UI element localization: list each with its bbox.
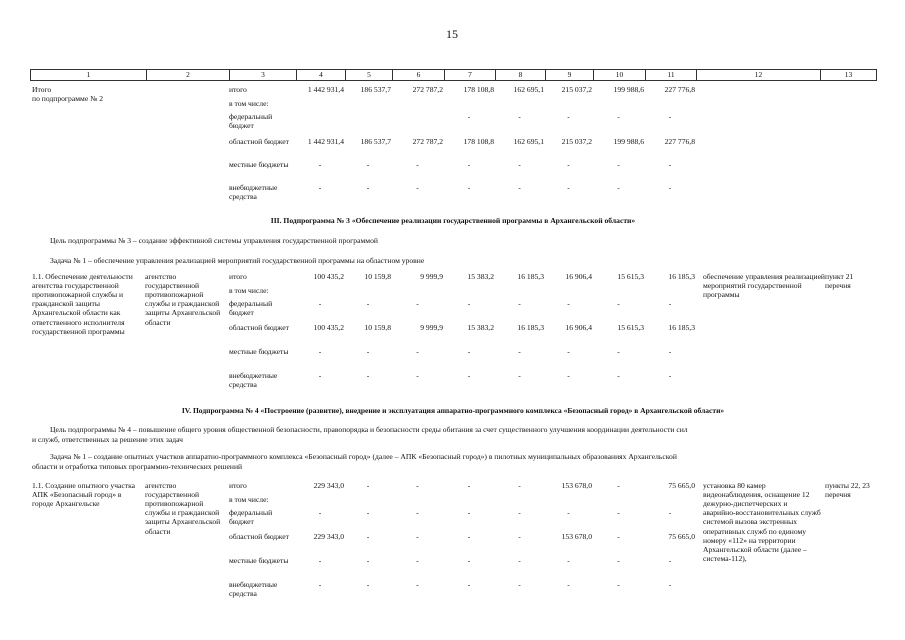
value-total-col9: 153 678,0: [561, 481, 592, 490]
value-extra-col5: -: [366, 580, 370, 589]
column-number-2: 2: [147, 70, 230, 81]
value-local-col4: -: [318, 347, 322, 356]
section-4-task-line-2: области и отработка типовых программно-технических решений: [32, 462, 243, 471]
value-local-col10: -: [617, 556, 620, 565]
value-total-col4: 1 442 931,4: [307, 85, 344, 94]
value-extra-col8: -: [518, 183, 521, 192]
value-federal-col11: -: [668, 508, 672, 517]
value-total-col4: 100 435,2: [313, 272, 344, 281]
value-total-col10: 199 988,6: [613, 85, 644, 94]
value-extra-col5: -: [366, 183, 370, 192]
value-oblast-col8: 16 185,3: [517, 323, 544, 332]
value-extra-col5: -: [366, 371, 370, 380]
value-oblast-col11: 16 185,3: [668, 323, 695, 332]
column-number-3: 3: [230, 70, 297, 81]
value-extra-col4: -: [318, 371, 322, 380]
value-oblast-col6: -: [416, 532, 419, 541]
section-3-goal: Цель подпрограммы № 3 – создание эффективной системы управления государственной программой: [50, 236, 378, 245]
value-federal-col11: -: [668, 299, 672, 308]
section-4-result: установка 80 камер видеонаблюдения, оснащение 12 дежурно-диспетчерских и аварийно-восстановительных служб системой вызова экстренных оперативных служб по единому номеру «112» на территории Архангельской области (далее – система-112),: [703, 481, 821, 563]
value-total-col9: 16 906,4: [565, 272, 592, 281]
value-oblast-col8: 162 695,1: [513, 137, 544, 146]
value-extra-col10: -: [617, 371, 620, 380]
section-3-reference: пункт 21 перечня: [825, 272, 854, 291]
value-local-col8: -: [518, 347, 521, 356]
section-4-goal-line-2: и служб, ответственных за решение этих задач: [32, 435, 183, 444]
value-extra-col8: -: [518, 580, 521, 589]
subprogram-2-total-label: [32, 85, 152, 103]
value-federal-col11: -: [668, 112, 672, 121]
value-extra-col9: -: [567, 183, 570, 192]
source-extrabudgetary-label: внебюджетные средства: [229, 183, 278, 202]
value-federal-col10: -: [617, 112, 620, 121]
value-total-col5: -: [366, 481, 370, 490]
value-federal-col4: -: [318, 508, 322, 517]
value-oblast-col6: 9 999,9: [420, 323, 443, 332]
value-local-col8: -: [518, 160, 521, 169]
value-federal-col7: -: [467, 299, 471, 308]
value-federal-col5: -: [366, 299, 370, 308]
value-total-col8: 16 185,3: [517, 272, 544, 281]
value-extra-col11: -: [668, 183, 672, 192]
value-federal-col9: -: [567, 508, 570, 517]
source-total-label: итого: [229, 272, 247, 281]
value-oblast-col8: -: [518, 532, 521, 541]
value-extra-col4: -: [318, 183, 322, 192]
value-total-col6: 9 999,9: [420, 272, 443, 281]
column-number-13: 13: [821, 70, 877, 81]
value-oblast-col9: 16 906,4: [565, 323, 592, 332]
value-federal-col8: -: [518, 508, 521, 517]
value-local-col6: -: [416, 347, 419, 356]
value-local-col6: -: [416, 160, 419, 169]
value-total-col8: 162 695,1: [513, 85, 544, 94]
value-extra-col11: -: [668, 580, 672, 589]
value-extra-col9: -: [567, 371, 570, 380]
value-total-col11: 16 185,3: [668, 272, 695, 281]
section-3-activity: 1.1. Обеспечение деятельности агентства государственной противопожарной службы и гражданской защиты Архангельской области как ответственного исполнителя государственной программы: [32, 272, 133, 336]
value-local-col7: -: [467, 347, 471, 356]
value-local-col8: -: [518, 556, 521, 565]
value-extra-col10: -: [617, 580, 620, 589]
value-total-col6: 272 787,2: [412, 85, 443, 94]
section-4-goal-line-1: Цель подпрограммы № 4 – повышение общего уровня общественной безопасности, правопорядка и безопасности среды обитания за счет существенного улучшения координации деятельности сил: [50, 425, 688, 434]
column-number-8: 8: [496, 70, 546, 81]
source-federal-label: федеральный бюджет: [229, 112, 273, 131]
value-oblast-col10: 15 615,3: [617, 323, 644, 332]
section-4-task-line-1: Задача № 1 – создание опытных участков аппаратно-программного комплекса «Безопасный город» (далее – АПК «Безопасный город») в пилотных муниципальных образованиях Архангельской: [50, 452, 677, 461]
section-4-reference: пункты 22, 23 перечня: [825, 481, 870, 500]
value-local-col4: -: [318, 556, 322, 565]
value-local-col7: -: [467, 160, 471, 169]
value-local-col11: -: [668, 556, 672, 565]
value-extra-col6: -: [416, 183, 419, 192]
value-local-col9: -: [567, 160, 570, 169]
value-federal-col10: -: [617, 299, 620, 308]
source-including-label: в том числе:: [229, 286, 269, 295]
source-including-label: в том числе:: [229, 495, 269, 504]
value-total-col7: -: [467, 481, 471, 490]
section-4-title: IV. Подпрограмма № 4 «Построение (развитие), внедрение и эксплуатация аппаратно-программного комплекса «Безопасный город» в Архангельской области»: [181, 406, 725, 415]
value-local-col4: -: [318, 160, 322, 169]
value-federal-col5: -: [366, 508, 370, 517]
value-extra-col7: -: [467, 371, 471, 380]
section-3-result: обеспечение управления реализацией мероприятий государственной программы: [703, 272, 825, 300]
source-total-label: итого: [229, 85, 247, 94]
value-oblast-col4: 1 442 931,4: [307, 137, 344, 146]
value-total-col10: 15 615,3: [617, 272, 644, 281]
source-extrabudgetary-label: внебюджетные средства: [229, 371, 278, 390]
value-total-col7: 15 383,2: [467, 272, 494, 281]
label-line-1: Итого: [32, 85, 52, 94]
value-oblast-col6: 272 787,2: [412, 137, 443, 146]
value-extra-col10: -: [617, 183, 620, 192]
value-total-col8: -: [518, 481, 521, 490]
source-local-label: местные бюджеты: [229, 347, 289, 356]
column-number-header: [30, 69, 877, 81]
value-extra-col6: -: [416, 371, 419, 380]
value-local-col9: -: [567, 347, 570, 356]
value-federal-col6: -: [416, 508, 419, 517]
value-extra-col6: -: [416, 580, 419, 589]
value-oblast-col4: 229 343,0: [313, 532, 344, 541]
value-local-col11: -: [668, 347, 672, 356]
value-federal-col7: -: [467, 112, 471, 121]
source-total-label: итого: [229, 481, 247, 490]
value-federal-col9: -: [567, 299, 570, 308]
value-oblast-col7: -: [467, 532, 471, 541]
column-number-5: 5: [346, 70, 393, 81]
section-4-activity: 1.1. Создание опытного участка АПК «Безопасный город» в городе Архангельске: [32, 481, 136, 509]
value-local-col10: -: [617, 347, 620, 356]
label-line-2: по подпрограмме № 2: [32, 94, 104, 104]
page-number: 15: [446, 27, 458, 41]
value-local-col7: -: [467, 556, 471, 565]
value-extra-col7: -: [467, 183, 471, 192]
section-3-executor: агентство государственной противопожарной службы и гражданской защиты Архангельской области: [145, 272, 221, 327]
value-total-col5: 10 159,8: [364, 272, 391, 281]
value-oblast-col11: 227 776,8: [664, 137, 695, 146]
value-local-col5: -: [366, 160, 370, 169]
value-oblast-col5: -: [366, 532, 370, 541]
value-oblast-col7: 15 383,2: [467, 323, 494, 332]
column-number-11: 11: [646, 70, 697, 81]
column-number-1: 1: [31, 70, 147, 81]
value-federal-col8: -: [518, 112, 521, 121]
value-oblast-col7: 178 108,8: [463, 137, 494, 146]
value-oblast-col11: 75 665,0: [668, 532, 695, 541]
value-total-col4: 229 343,0: [313, 481, 344, 490]
column-number-10: 10: [594, 70, 646, 81]
value-local-col5: -: [366, 347, 370, 356]
value-extra-col9: -: [567, 580, 570, 589]
value-extra-col11: -: [668, 371, 672, 380]
value-oblast-col4: 100 435,2: [313, 323, 344, 332]
value-federal-col10: -: [617, 508, 620, 517]
value-oblast-col10: 199 988,6: [613, 137, 644, 146]
source-extrabudgetary-label: внебюджетные средства: [229, 580, 278, 599]
value-local-col5: -: [366, 556, 370, 565]
source-oblast-label: областной бюджет: [229, 137, 289, 146]
value-extra-col8: -: [518, 371, 521, 380]
value-federal-col7: -: [467, 508, 471, 517]
value-local-col6: -: [416, 556, 419, 565]
source-oblast-label: областной бюджет: [229, 323, 289, 332]
column-number-7: 7: [445, 70, 496, 81]
value-extra-col4: -: [318, 580, 322, 589]
value-federal-col9: -: [567, 112, 570, 121]
value-total-col10: -: [617, 481, 620, 490]
value-oblast-col9: 215 037,2: [561, 137, 592, 146]
value-total-col6: -: [416, 481, 419, 490]
section-4-executor: агентство государственной противопожарной службы и гражданской защиты Архангельской области: [145, 481, 221, 536]
source-oblast-label: областной бюджет: [229, 532, 289, 541]
source-local-label: местные бюджеты: [229, 556, 289, 565]
column-number-9: 9: [546, 70, 594, 81]
section-3-task: Задача № 1 – обеспечение управления реализацией мероприятий государственной программы на областном уровне: [50, 256, 425, 265]
value-extra-col7: -: [467, 580, 471, 589]
source-federal-label: федеральный бюджет: [229, 508, 273, 527]
section-3-title: III. Подпрограмма № 3 «Обеспечение реализации государственной программы в Архангельской области»: [270, 216, 636, 225]
value-oblast-col9: 153 678,0: [561, 532, 592, 541]
column-number-4: 4: [297, 70, 346, 81]
value-total-col7: 178 108,8: [463, 85, 494, 94]
value-local-col11: -: [668, 160, 672, 169]
value-total-col11: 75 665,0: [668, 481, 695, 490]
value-oblast-col10: -: [617, 532, 620, 541]
column-number-12: 12: [697, 70, 821, 81]
value-oblast-col5: 10 159,8: [364, 323, 391, 332]
source-including-label: в том числе:: [229, 99, 269, 108]
value-federal-col4: -: [318, 299, 322, 308]
value-total-col9: 215 037,2: [561, 85, 592, 94]
column-number-6: 6: [393, 70, 445, 81]
value-federal-col6: -: [416, 299, 419, 308]
source-local-label: местные бюджеты: [229, 160, 289, 169]
value-federal-col8: -: [518, 299, 521, 308]
value-local-col10: -: [617, 160, 620, 169]
value-oblast-col5: 186 537,7: [360, 137, 391, 146]
value-local-col9: -: [567, 556, 570, 565]
value-total-col11: 227 776,8: [664, 85, 695, 94]
source-federal-label: федеральный бюджет: [229, 299, 273, 318]
value-total-col5: 186 537,7: [360, 85, 391, 94]
